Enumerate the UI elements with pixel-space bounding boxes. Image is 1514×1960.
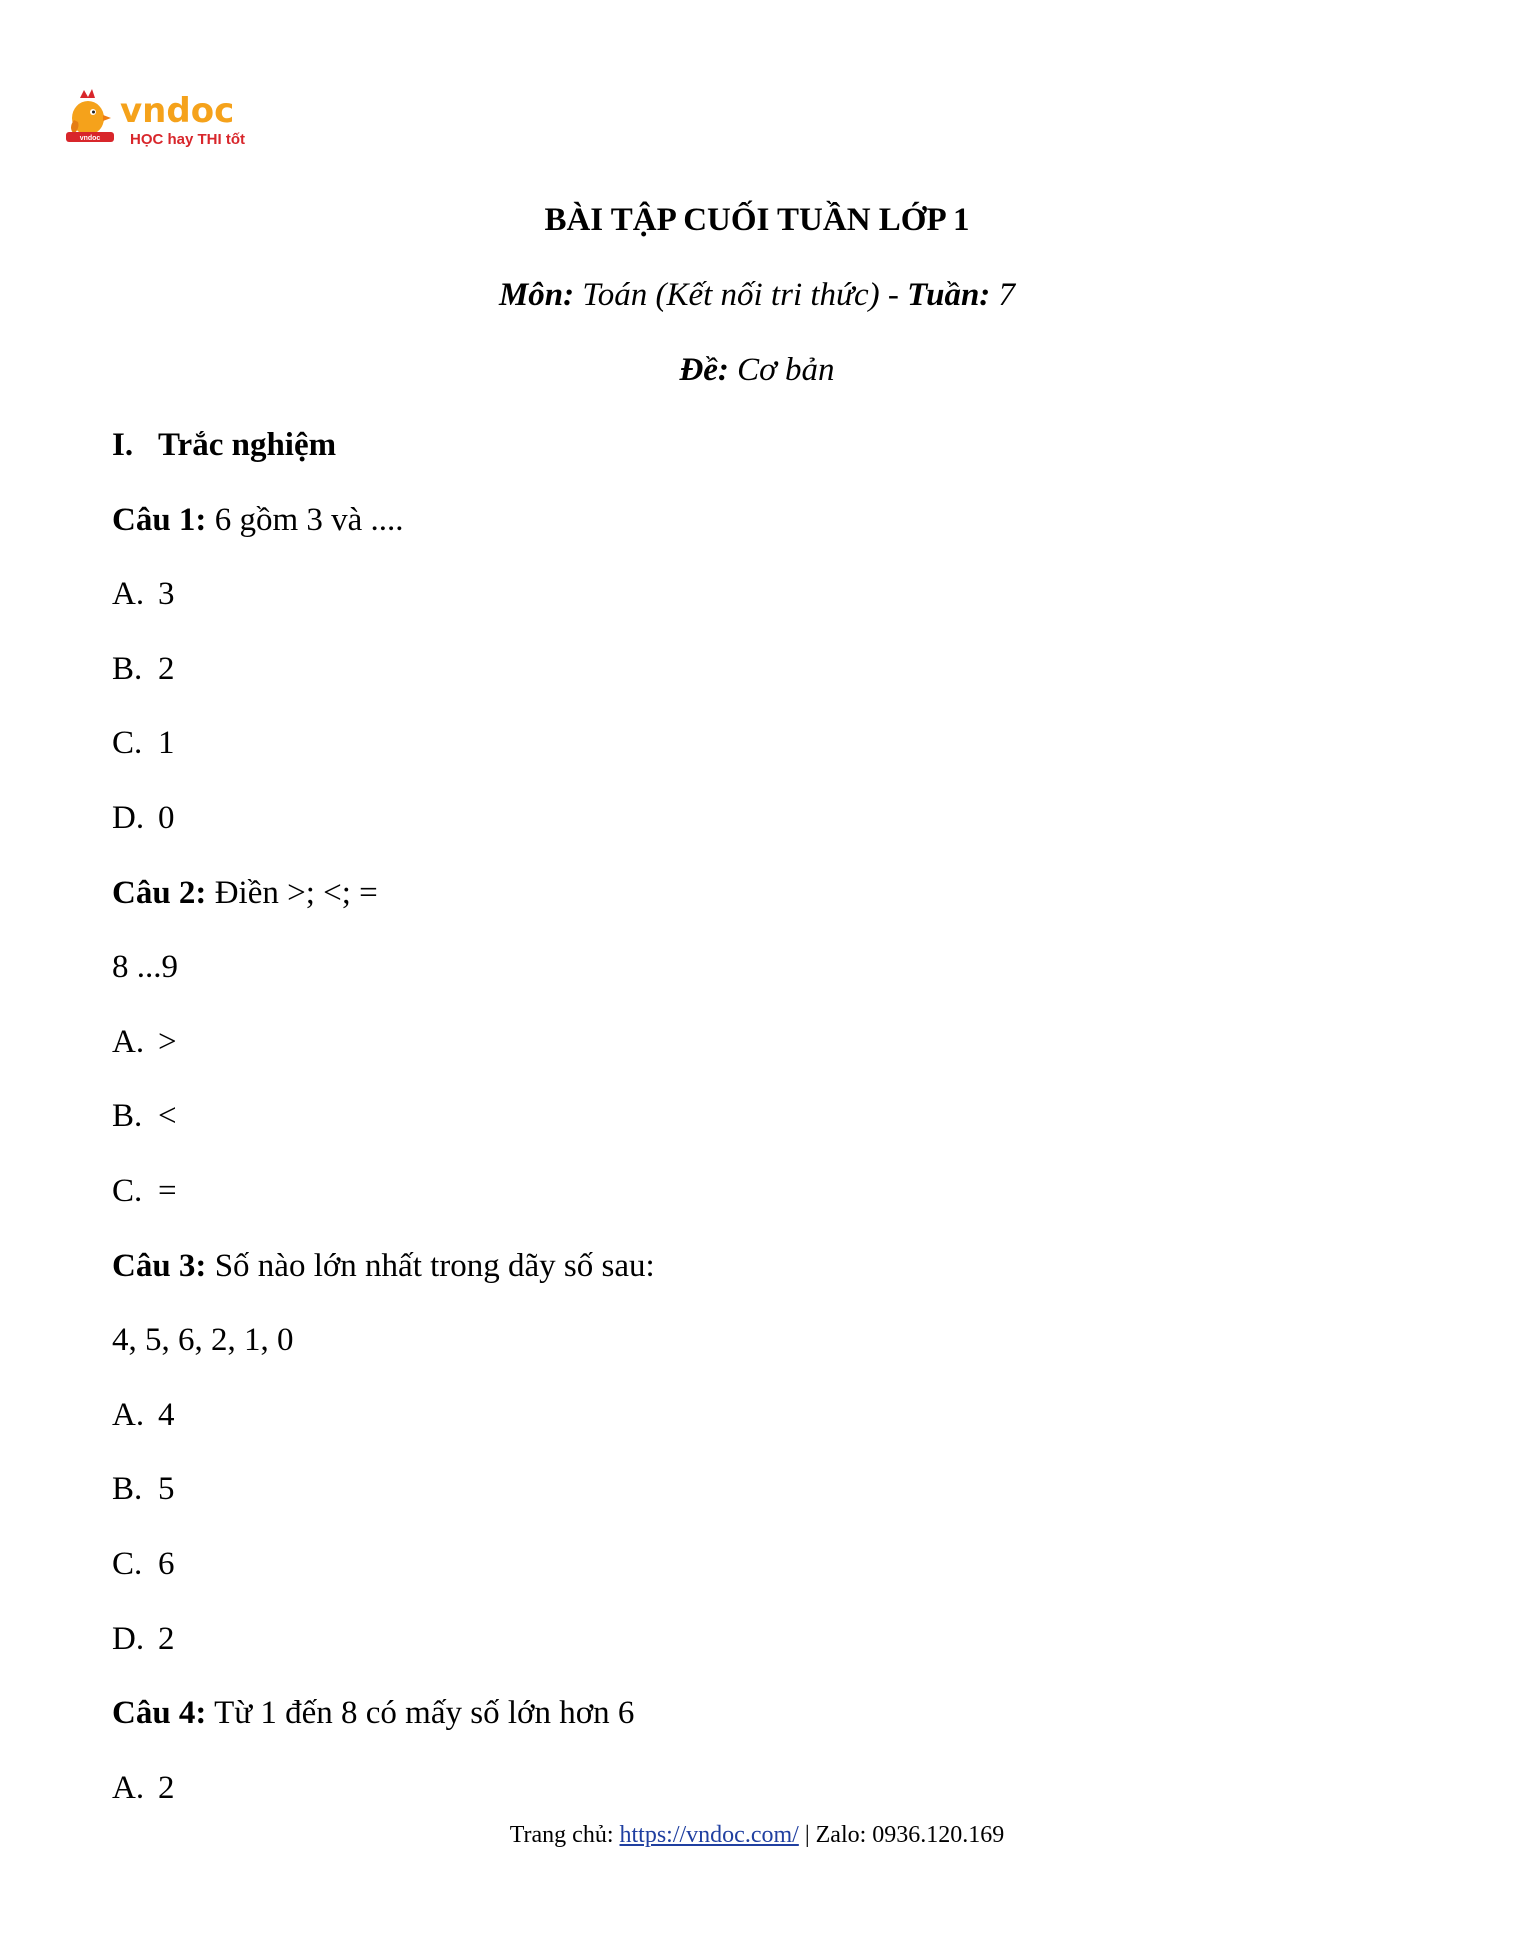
level-label: Đề: bbox=[679, 352, 729, 388]
option-letter: C. bbox=[112, 1172, 143, 1209]
subject-line bbox=[0, 275, 1514, 315]
option-letter: D. bbox=[112, 1620, 145, 1657]
option-1c bbox=[112, 723, 1412, 798]
logo-wordmark: vndoc bbox=[120, 91, 235, 131]
question-1 bbox=[112, 500, 1412, 575]
subject-value: Toán (Kết nối tri thức) - bbox=[574, 277, 908, 313]
question-text: Từ 1 đến 8 có mấy số lớn hơn 6 bbox=[206, 1695, 635, 1732]
option-letter: C. bbox=[112, 1545, 143, 1582]
footer-prefix: Trang chủ: bbox=[509, 1822, 620, 1848]
document-title: BÀI TẬP CUỐI TUẦN LỚP 1 bbox=[544, 202, 970, 238]
section-heading bbox=[112, 425, 1412, 500]
section-number: I. bbox=[112, 427, 134, 463]
option-letter: A. bbox=[112, 1396, 145, 1433]
week-value: 7 bbox=[990, 277, 1016, 313]
option-value: 0 bbox=[158, 799, 175, 836]
subject-label: Môn: bbox=[498, 277, 575, 313]
option-letter: C. bbox=[112, 725, 143, 762]
question-3 bbox=[112, 1246, 1412, 1321]
option-letter: B. bbox=[112, 650, 143, 687]
exercise-content bbox=[112, 425, 1412, 1842]
level-value: Cơ bản bbox=[728, 352, 835, 388]
rooster-icon bbox=[66, 88, 266, 154]
question-label: Câu 4: bbox=[112, 1695, 207, 1732]
option-3a bbox=[112, 1395, 1412, 1470]
homepage-link[interactable]: https://vndoc.com/ bbox=[619, 1822, 799, 1848]
option-value: 1 bbox=[158, 725, 175, 762]
option-value: 2 bbox=[158, 1769, 175, 1806]
option-2c bbox=[112, 1171, 1412, 1246]
option-value: 5 bbox=[158, 1471, 175, 1508]
option-value: 3 bbox=[158, 576, 175, 613]
option-value: 4 bbox=[158, 1396, 175, 1433]
week-label: Tuần: bbox=[907, 277, 991, 313]
option-2b bbox=[112, 1096, 1412, 1171]
question-2-expression: 8 ...9 bbox=[112, 949, 178, 986]
option-1d bbox=[112, 798, 1412, 873]
option-value: < bbox=[158, 1098, 177, 1135]
question-2 bbox=[112, 873, 1412, 948]
logo-tagline: HỌC hay THI tốt bbox=[130, 131, 245, 148]
option-letter: A. bbox=[112, 576, 145, 613]
option-value: = bbox=[158, 1172, 177, 1209]
option-3c bbox=[112, 1544, 1412, 1619]
option-letter: A. bbox=[112, 1769, 145, 1806]
section-title: Trắc nghiệm bbox=[158, 427, 337, 463]
option-3d bbox=[112, 1619, 1412, 1694]
option-3b bbox=[112, 1469, 1412, 1544]
vndoc-logo bbox=[66, 88, 266, 154]
question-label: Câu 1: bbox=[112, 501, 207, 538]
option-2a bbox=[112, 1022, 1412, 1097]
question-text: Số nào lớn nhất trong dãy số sau: bbox=[206, 1247, 655, 1284]
question-3-sequence: 4, 5, 6, 2, 1, 0 bbox=[112, 1322, 294, 1359]
svg-text:vndoc: vndoc bbox=[79, 135, 101, 142]
option-letter: A. bbox=[112, 1023, 145, 1060]
question-label: Câu 3: bbox=[112, 1247, 207, 1284]
option-1a bbox=[112, 574, 1412, 649]
question-4 bbox=[112, 1693, 1412, 1768]
footer-suffix: | Zalo: 0936.120.169 bbox=[798, 1822, 1005, 1848]
option-letter: D. bbox=[112, 799, 145, 836]
option-value: > bbox=[158, 1023, 177, 1060]
page-footer bbox=[0, 1820, 1514, 1850]
option-1b bbox=[112, 649, 1412, 724]
option-letter: B. bbox=[112, 1098, 143, 1135]
option-value: 2 bbox=[158, 1620, 175, 1657]
option-value: 6 bbox=[158, 1545, 175, 1582]
question-text: Điền >; <; = bbox=[206, 874, 378, 911]
question-label: Câu 2: bbox=[112, 874, 207, 911]
option-letter: B. bbox=[112, 1471, 143, 1508]
option-value: 2 bbox=[158, 650, 175, 687]
question-text: 6 gồm 3 và .... bbox=[206, 501, 404, 538]
level-line bbox=[0, 350, 1514, 390]
